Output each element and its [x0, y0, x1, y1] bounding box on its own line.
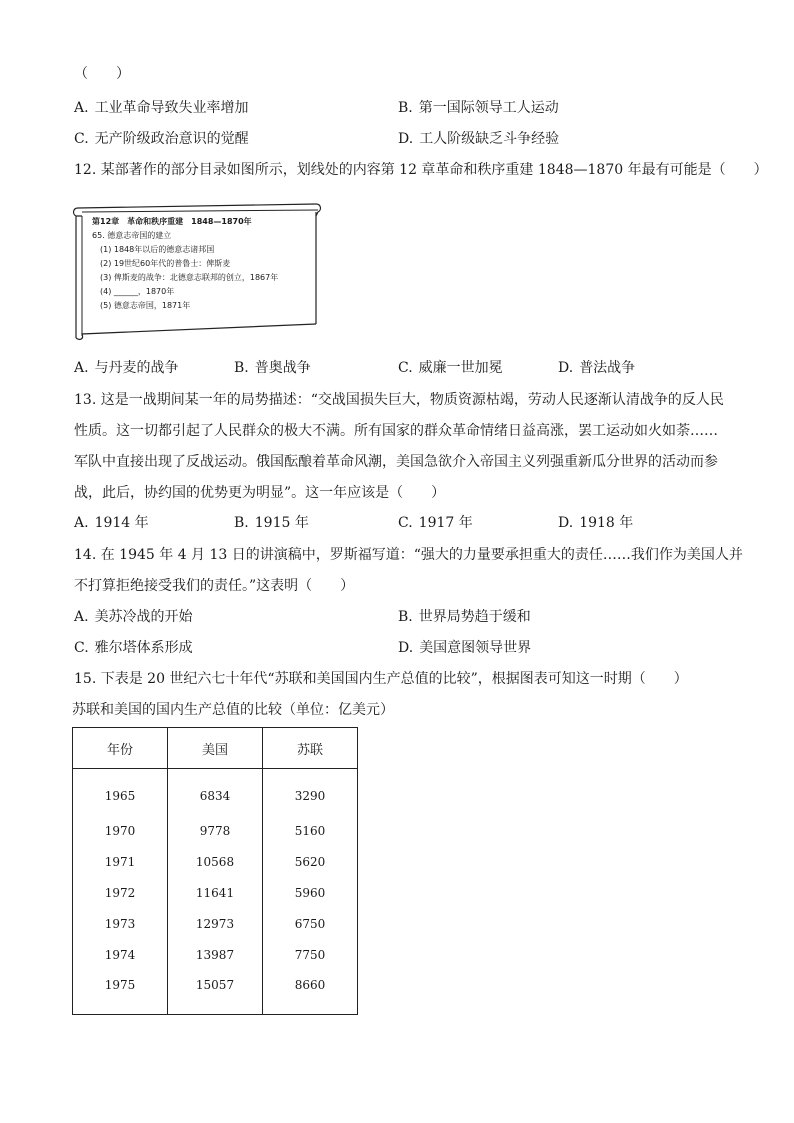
cell-usa: 15057	[168, 970, 263, 1015]
cell-year: 1974	[73, 939, 168, 970]
q13-option-a[interactable]: A. 1914 年	[74, 515, 149, 531]
table-caption: 苏联和美国的国内生产总值的比较（单位：亿美元）	[72, 702, 394, 718]
q14-option-c[interactable]: C. 雅尔塔体系形成	[74, 640, 193, 656]
q14-stem-line: 不打算拒绝接受我们的责任。”这表明（ ）	[74, 578, 355, 594]
table-row	[73, 939, 358, 970]
q13-option-b[interactable]: B. 1915 年	[234, 515, 309, 531]
q13-stem-line: 13. 这是一战期间某一年的局势描述：“交战国损失巨大，物质资源枯竭，劳动人民逐渐认清战争的反人民	[74, 392, 724, 408]
cell-year: 1965	[73, 769, 168, 816]
cell-ussr: 5160	[263, 815, 358, 846]
figure-item: (2) 19世纪60年代的普鲁士：俾斯麦	[100, 259, 231, 268]
q15-stem: 15. 下表是 20 世纪六七十年代“苏联和美国国内生产总值的比较”，根据图表可知这一时期（ ）	[74, 671, 688, 687]
figure-item: (5) 德意志帝国，1871年	[100, 301, 191, 310]
q13-stem-line: 战，此后，协约国的优势更为明显”。这一年应该是（ ）	[74, 485, 446, 501]
cell-year: 1975	[73, 970, 168, 1015]
table-row	[73, 877, 358, 908]
q11-option-d[interactable]: D. 工人阶级缺乏斗争经验	[398, 131, 560, 147]
cell-ussr: 8660	[263, 970, 358, 1015]
q14-option-b[interactable]: B. 世界局势趋于缓和	[398, 609, 531, 625]
gdp-comparison-table	[72, 727, 358, 1015]
cell-year: 1972	[73, 877, 168, 908]
q11-option-a[interactable]: A. 工业革命导致失业率增加	[74, 100, 249, 116]
cell-ussr: 5960	[263, 877, 358, 908]
table-row	[73, 769, 358, 816]
q14-option-a[interactable]: A. 美苏冷战的开始	[74, 609, 193, 625]
column-header-usa: 美国	[168, 728, 263, 769]
table-row	[73, 846, 358, 877]
cell-usa: 12973	[168, 908, 263, 939]
cell-year: 1973	[73, 908, 168, 939]
q12-option-a[interactable]: A. 与丹麦的战争	[74, 360, 179, 376]
q13-stem-line: 性质。这一切都引起了人民群众的极大不满。所有国家的群众革命情绪日益高涨，罢工运动如火如荼……	[74, 423, 718, 439]
table-row	[73, 970, 358, 1015]
cell-ussr: 6750	[263, 908, 358, 939]
table-header-row	[73, 728, 358, 769]
cell-ussr: 5620	[263, 846, 358, 877]
figure-item: (3) 俾斯麦的战争：北德意志联邦的创立，1867年	[100, 273, 279, 282]
cell-usa: 6834	[168, 769, 263, 816]
figure-section-title: 65. 德意志帝国的建立	[92, 231, 172, 240]
q13-stem-line: 军队中直接出现了反战运动。俄国酝酿着革命风潮，美国急欲介入帝国主义列强重新瓜分世界的活动而参	[74, 454, 718, 470]
cell-year: 1971	[73, 846, 168, 877]
q12-scroll-figure	[72, 196, 322, 342]
q14-option-d[interactable]: D. 美国意图领导世界	[398, 640, 532, 656]
cell-ussr: 7750	[263, 939, 358, 970]
q13-option-c[interactable]: C. 1917 年	[398, 515, 473, 531]
cell-usa: 10568	[168, 846, 263, 877]
figure-item-blank: (4) ______，1870年	[100, 287, 175, 296]
table-row	[73, 908, 358, 939]
q12-option-d[interactable]: D. 普法战争	[558, 360, 636, 376]
q11-stem-tail: （ ）	[74, 66, 130, 82]
cell-usa: 13987	[168, 939, 263, 970]
cell-ussr: 3290	[263, 769, 358, 816]
cell-usa: 11641	[168, 877, 263, 908]
table-row	[73, 815, 358, 846]
q11-option-c[interactable]: C. 无产阶级政治意识的觉醒	[74, 131, 249, 147]
q12-option-c[interactable]: C. 威廉一世加冕	[398, 360, 503, 376]
q13-option-d[interactable]: D. 1918 年	[558, 515, 634, 531]
figure-chapter-title: 第12章 革命和秩序重建 1848—1870年	[92, 217, 252, 226]
q12-option-b[interactable]: B. 普奥战争	[234, 360, 311, 376]
cell-usa: 9778	[168, 815, 263, 846]
column-header-ussr: 苏联	[263, 728, 358, 769]
q14-stem-line: 14. 在 1945 年 4 月 13 日的讲演稿中，罗斯福写道：“强大的力量要承担重大的责任……我们作为美国人并	[74, 547, 743, 563]
column-header-year: 年份	[73, 728, 168, 769]
q11-option-b[interactable]: B. 第一国际领导工人运动	[398, 100, 559, 116]
figure-item: (1) 1848年以后的德意志诸邦国	[100, 245, 215, 254]
q12-stem: 12. 某部著作的部分目录如图所示，划线处的内容第 12 章革命和秩序重建 1848—1870 年最有可能是（ ）	[74, 162, 768, 178]
cell-year: 1970	[73, 815, 168, 846]
